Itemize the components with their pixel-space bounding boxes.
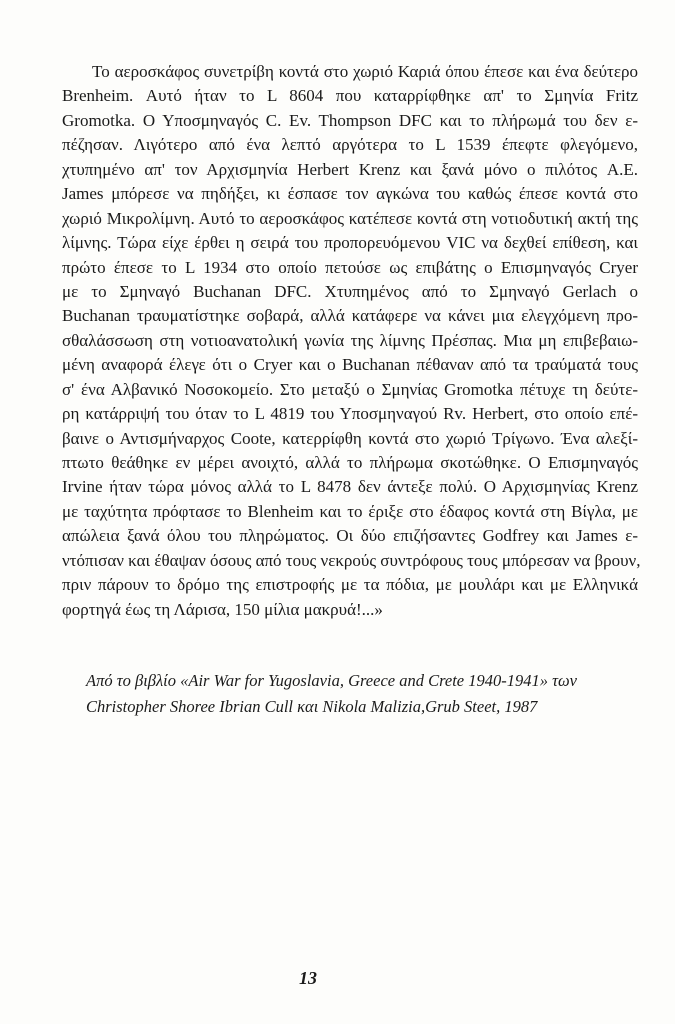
text-line: ρη κατάρριψή του όταν το L 4819 του Υποσμηναγού Rv. Herbert, στο οποίο επέ- bbox=[62, 404, 638, 424]
text-line: με ταχύτητα πρόφτασε το Blenheim και το έριξε στο έδαφος κοντά στη Βίγλα, με bbox=[62, 501, 638, 521]
text-line: Gromotka. Ο Υποσμηναγός C. Ev. Thompson DFC και το πλήρωμά του δεν ε- bbox=[62, 110, 638, 130]
text-line: ντόπισαν και έθαψαν όσους από τους νεκρούς συντρόφους τους μπόρεσαν να βρουν, bbox=[62, 550, 641, 570]
text-line: φορτηγά έως τη Λάρισα, 150 μίλια μακρυά!...» bbox=[62, 599, 383, 619]
text-line: χτυπημένο απ' τον Αρχισμηνία Herbert Krenz και ξανά μόνο ο πιλότος A.E. bbox=[62, 159, 638, 179]
text-line: λίμνης. Τώρα είχε έρθει η σειρά του προπορευόμενου VIC να δεχθεί επίθεση, και bbox=[62, 233, 638, 253]
text-line: Το αεροσκάφος συνετρίβη κοντά στο χωριό Καριά όπου έπεσε και ένα δεύτερο bbox=[92, 62, 638, 81]
citation-line: Από το βιβλίο «Air War for Yugoslavia, Greece and Crete 1940-1941» των bbox=[86, 671, 578, 690]
text-line: χωριό Μικρολίμνη. Αυτό το αεροσκάφος κατέπεσε κοντά στη νοτιοδυτική ακτή της bbox=[62, 208, 638, 228]
text-line: απώλεια ξανά όλου του πληρώματος. Οι δύο επιζήσαντες Godfrey και James ε- bbox=[62, 526, 638, 546]
book-citation bbox=[86, 668, 626, 720]
text-line: πέζησαν. Λιγότερο από ένα λεπτό αργότερα το L 1539 έπεφτε φλεγόμενο, bbox=[62, 135, 638, 155]
text-line: βαινε ο Αντισμήναρχος Coote, κατερρίφθη κοντά στο χωριό Τρίγωνο. Ένα αλεξί- bbox=[62, 428, 638, 448]
citation-line: Christopher Shoree Ibrian Cull και Nikola Malizia,Grub Steet, 1987 bbox=[86, 697, 538, 716]
text-line: πτωτο θεάθηκε εν μέρει ανοιχτό, αλλά το πλήρωμα σκοτώθηκε. Ο Επισμηναγός bbox=[62, 453, 638, 472]
text-line: σ' ένα Αλβανικό Νοσοκομείο. Στο μεταξύ ο Σμηνίας Gromotka πέτυχε τη δεύτε- bbox=[62, 379, 638, 399]
text-line: πρώτο έπεσε το L 1934 στο οποίο πετούσε ως επιβάτης ο Επισμηναγός Cryer bbox=[62, 257, 638, 277]
page-number: 13 bbox=[299, 968, 317, 988]
text-line: πριν πάρουν το δρόμο της επιστροφής με τα πόδια, με μουλάρι και με Ελληνικά bbox=[62, 575, 638, 595]
text-line: μένη αναφορά έλεγε ότι ο Cryer και ο Buchanan πέθαναν από τα τραύματά τους bbox=[62, 355, 638, 375]
text-line: σθαλάσσωση στη νοτιοανατολική γωνία της λίμνης Πρέσπας. Μια μη επιβεβαιω- bbox=[62, 330, 638, 350]
text-line: James μπόρεσε να πηδήξει, κι έσπασε τον αγκώνα του καθώς έπεσε κοντά στο bbox=[62, 184, 638, 204]
text-line: Irvine ήταν τώρα μόνος αλλά το L 8478 δεν άντεξε πολύ. Ο Αρχισμηνίας Krenz bbox=[62, 477, 638, 497]
text-line: με το Σμηναγό Buchanan DFC. Χτυπημένος από το Σμηναγό Gerlach ο bbox=[62, 281, 638, 301]
body-text bbox=[62, 60, 641, 622]
text-line: Brenheim. Αυτό ήταν το L 8604 που καταρρίφθηκε απ' το Σμηνία Fritz bbox=[62, 86, 638, 106]
text-line: Buchanan τραυματίστηκε σοβαρά, αλλά κατάφερε να κάνει μια ελεγχόμενη προ- bbox=[62, 306, 638, 326]
